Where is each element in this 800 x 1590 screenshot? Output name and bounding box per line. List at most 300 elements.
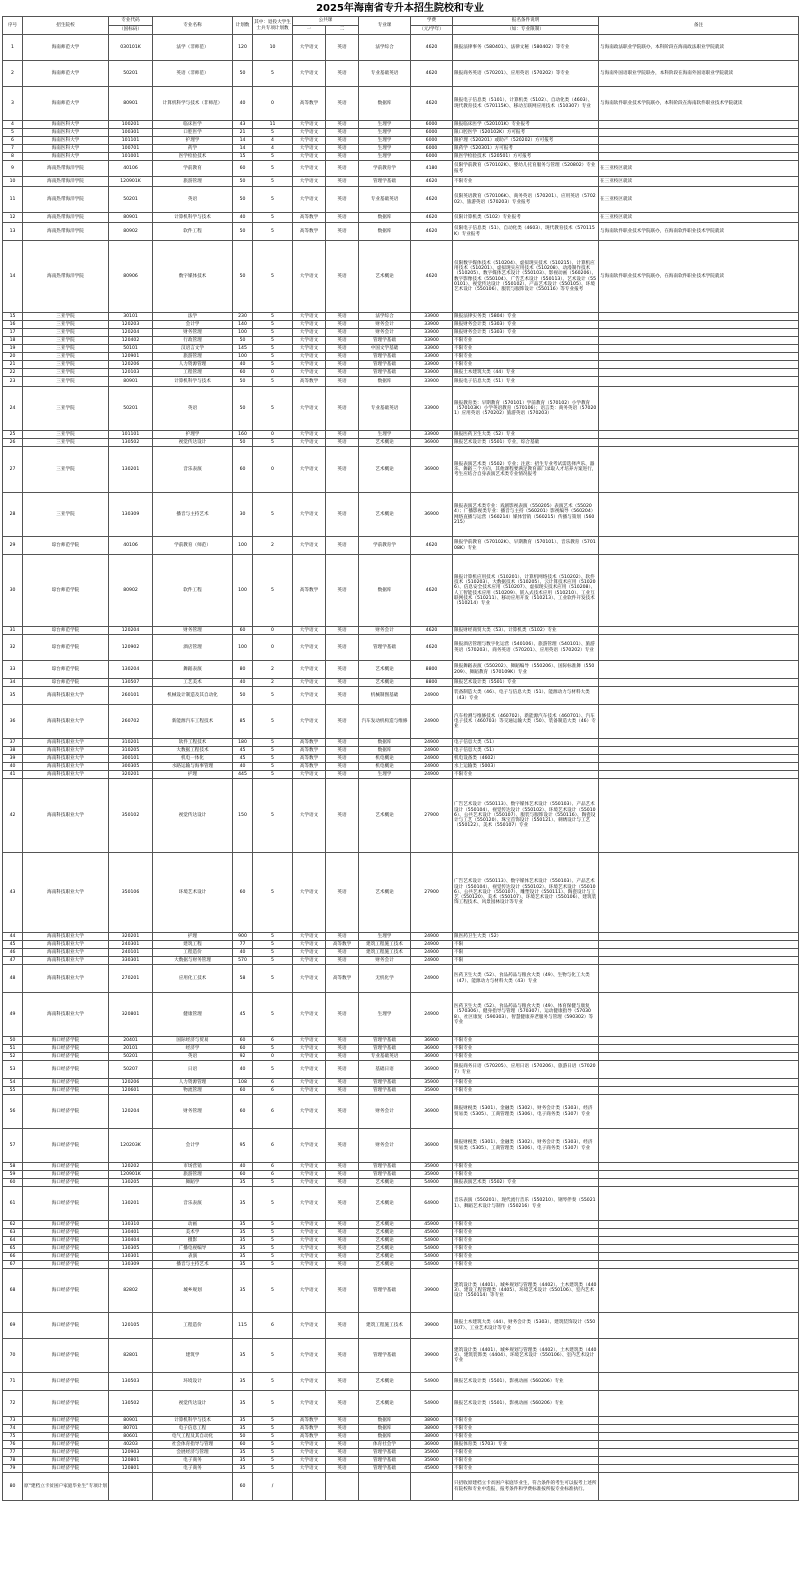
cell-note [599,439,799,447]
cell-school: 海口经济学院 [23,1313,109,1339]
cell-note: 与海南软件职业技术学院联办，在海南软件职业技术学院就读 [599,241,799,313]
cell-school: 海南热带海洋学院 [23,213,109,223]
cell-professional-course: 机电概论 [359,755,411,763]
cell-major: 国际经济与贸易 [153,1037,233,1045]
cell-code: 270201 [109,965,153,993]
table-row [3,61,799,87]
cell-major [153,1473,233,1501]
cell-note [599,779,799,853]
cell-plan: 900 [233,933,253,941]
cell-public-course-1: 大学语文 [293,1053,326,1061]
cell-code: 50201 [109,61,153,87]
cell-seq: 50 [3,1037,23,1045]
cell-requirements: 限报艺术设计类（5501）专业 [453,679,599,687]
cell-public-course-2: 英语 [326,345,359,353]
cell-public-course-1: 大学语文 [293,321,326,329]
table-row [3,377,799,387]
cell-professional-course: 艺术概论 [359,1221,411,1229]
cell-major: 新能源汽车工程技术 [153,705,233,739]
cell-requirements: 限医学检验技术（520501）方可报考 [453,153,599,161]
cell-requirements: 不限专业 [453,1253,599,1261]
table-row [3,687,799,705]
cell-seq: 57 [3,1129,23,1163]
page-title: 2025年海南省专升本招生院校和专业 [316,3,484,14]
table-row [3,1417,799,1425]
cell-code: 40203 [109,1441,153,1449]
table-row [3,1433,799,1441]
cell-public-course-1: 大学语文 [293,993,326,1037]
cell-fee: 33900 [411,329,453,337]
cell-plan: 40 [233,87,253,121]
table-row [3,137,799,145]
cell-school: 海南科技职业大学 [23,933,109,941]
cell-veteran-plan: 5 [253,313,293,321]
cell-seq: 58 [3,1163,23,1171]
cell-requirements: 不限 [453,941,599,949]
cell-major: 机械设计制造及其自动化 [153,687,233,705]
cell-requirements: 不限 [453,949,599,957]
cell-professional-course: 财务会计 [359,1095,411,1129]
cell-public-course-2: 英语 [326,1045,359,1053]
cell-code: 101101 [109,137,153,145]
cell-public-course-2: 英语 [326,771,359,779]
cell-seq: 80 [3,1473,23,1501]
cell-public-course-1: 大学语文 [293,537,326,555]
cell-major: 应用化工技术 [153,965,233,993]
cell-requirements: 限报表演艺术类（5502）专业 [453,1179,599,1187]
cell-professional-course: 建筑工程施工技术 [359,949,411,957]
cell-veteran-plan: 5 [253,1245,293,1253]
cell-public-course-2: 英语 [326,779,359,853]
cell-code: 80901 [109,213,153,223]
cell-professional-course: 无机化学 [359,965,411,993]
cell-seq: 54 [3,1079,23,1087]
cell-seq: 14 [3,241,23,313]
cell-note [599,1045,799,1053]
cell-veteran-plan: 5 [253,1221,293,1229]
cell-requirements: 限报法律实务类（5804）专业 [453,313,599,321]
cell-public-course-1: 大学语文 [293,1087,326,1095]
cell-veteran-plan: 0 [253,87,293,121]
cell-professional-course: 管理学基础 [359,361,411,369]
cell-public-course-1: 大学语文 [293,187,326,213]
cell-veteran-plan: 5 [253,153,293,161]
cell-school: 海口经济学院 [23,1391,109,1417]
cell-major: 计算机科学与技术 [153,213,233,223]
cell-fee: 33900 [411,361,453,369]
cell-requirements: 医药卫生大类（52）、食品药品与粮食大类（49）、生物与化工大类（47）、能源动力与材料大类（43）专业 [453,965,599,993]
cell-note [599,537,799,555]
cell-veteran-plan: 5 [253,941,293,949]
cell-requirements: 不限专业 [453,1037,599,1045]
cell-public-course-1: 大学语文 [293,1465,326,1473]
cell-major: 护理学 [153,137,233,145]
cell-professional-course: 数据库 [359,739,411,747]
cell-plan: 60 [233,1171,253,1179]
cell-major: 电气工程及其自动化 [153,1433,233,1441]
cell-veteran-plan: 5 [253,213,293,223]
cell-professional-course: 数据库 [359,555,411,627]
cell-public-course-1: 大学语文 [293,635,326,661]
cell-veteran-plan: 5 [253,439,293,447]
cell-code: 120203K [109,1129,153,1163]
cell-note [599,1391,799,1417]
cell-seq: 53 [3,1061,23,1079]
table-row [3,941,799,949]
cell-public-course-2: 英语 [326,1245,359,1253]
cell-code: 260101 [109,687,153,705]
cell-seq: 74 [3,1425,23,1433]
cell-plan: 160 [233,431,253,439]
cell-requirements: 水上运输类（5003） [453,763,599,771]
cell-public-course-1: 大学语文 [293,1061,326,1079]
cell-public-course-1: 大学语文 [293,1163,326,1171]
table-row [3,555,799,627]
cell-major: 物流管理 [153,1087,233,1095]
cell-professional-course: 专业基础英语 [359,61,411,87]
cell-code: 101101 [109,431,153,439]
table-row [3,853,799,933]
cell-professional-course: 生理学 [359,121,411,129]
table-row [3,537,799,555]
table-row [3,1221,799,1229]
cell-professional-course: 数据库 [359,1425,411,1433]
cell-public-course-2: 英语 [326,121,359,129]
cell-school: 琼台师范学院 [23,627,109,635]
cell-plan: 40 [233,361,253,369]
cell-requirements: 限报商务日语（570205）、应用日语（570206）、旅游日语（570207）专业 [453,1061,599,1079]
cell-requirements: 限报舞蹈表演（550202）、舞蹈编导（550206）、国际标准舞（550209）、舞蹈教育（570109K）专业 [453,661,599,679]
cell-code: 130205 [109,1179,153,1187]
cell-plan: 50 [233,1433,253,1441]
cell-seq: 31 [3,627,23,635]
cell-note: 在三亚校区就读 [599,187,799,213]
cell-public-course-1: 大学语文 [293,679,326,687]
cell-requirements: 限报财税类（5301）、金融类（5302）、财务会计类（5303）、经济贸易类（5305）、工商管理类（5306）、电子商务类（5307）专业 [453,1095,599,1129]
cell-public-course-1: 高等数学 [293,87,326,121]
table-row [3,779,799,853]
cell-major: 播音与主持艺术 [153,1261,233,1269]
cell-school: 海口经济学院 [23,1179,109,1187]
header-code-sub: （国标码） [109,26,153,35]
cell-requirements: 只招收原建档立卡贫困户家庭毕业生，符合条件的考生可以报考上述所有院校和专业中选报，报考条件和学费标准按所报专业标准执行。 [453,1473,599,1501]
cell-school: 海口经济学院 [23,1061,109,1079]
cell-seq: 70 [3,1339,23,1373]
cell-plan: 60 [233,1441,253,1449]
cell-veteran-plan: 2 [253,679,293,687]
cell-veteran-plan: 5 [253,1425,293,1433]
header-requirements-sub: （如：专业限制） [453,26,599,35]
cell-public-course-1: 大学语文 [293,1269,326,1313]
header-seq: 序号 [3,17,23,35]
cell-major: 会展经济与管理 [153,1449,233,1457]
cell-requirements: 不限专业 [453,1221,599,1229]
cell-seq: 49 [3,993,23,1037]
cell-seq: 30 [3,555,23,627]
cell-fee: 6000 [411,153,453,161]
cell-public-course-2: 英语 [326,949,359,957]
cell-professional-course: 管理学基础 [359,337,411,345]
cell-school: 海南科技职业大学 [23,993,109,1037]
cell-school: 三亚学院 [23,345,109,353]
cell-fee: 33900 [411,321,453,329]
table-row [3,387,799,431]
cell-public-course-2: 英语 [326,537,359,555]
cell-veteran-plan: 5 [253,993,293,1037]
cell-major: 美术学 [153,1229,233,1237]
cell-professional-course: 建筑工程施工技术 [359,941,411,949]
table-row [3,1053,799,1061]
cell-code: 120601 [109,1087,153,1095]
cell-public-course-1: 大学语文 [293,705,326,739]
cell-professional-course: 管理学基础 [359,1045,411,1053]
cell-public-course-2: 英语 [326,661,359,679]
cell-note [599,1261,799,1269]
cell-professional-course: 机械制图基础 [359,687,411,705]
cell-note [599,1129,799,1163]
table-row [3,35,799,61]
cell-requirements: 仅限学前教育（570102K）、婴幼儿托育服务与管理（520802）专业报考 [453,161,599,177]
cell-note: 与海南政法职业学院联办，本科阶段在海南政法职业学院就读 [599,35,799,61]
cell-code: 80701 [109,1425,153,1433]
cell-code: 80901 [109,1417,153,1425]
cell-public-course-2: 英语 [326,1269,359,1313]
table-row [3,1171,799,1179]
cell-school: 海南科技职业大学 [23,705,109,739]
cell-code: 310205 [109,747,153,755]
cell-professional-course: 生理学 [359,145,411,153]
cell-public-course-2: 英语 [326,1229,359,1237]
cell-school: 海南科技职业大学 [23,949,109,957]
table-row [3,1473,799,1501]
cell-code: 120206 [109,1079,153,1087]
cell-veteran-plan: 6 [253,1163,293,1171]
cell-professional-course: 艺术概论 [359,241,411,313]
cell-fee: 27900 [411,779,453,853]
cell-requirements: 限报计算机应用技术（510201）、计算机网络技术（510202）、软件技术（510203）、大数据技术（510205）、云计算技术应用（510206）、信息安全技术应用（510207）、虚拟现实技术应用（510208）、人工智能技术应用（510209）、嵌入式技术应用（510210）、工业互联网技术（510211）、移动应用开发（510213）、工业软件开发技术（510214）专业 [453,555,599,627]
cell-code: 130305 [109,1245,153,1253]
cell-major: 大数据与财务管理 [153,957,233,965]
cell-code: 300101 [109,755,153,763]
cell-code: 120103 [109,369,153,377]
cell-public-course-2: 英语 [326,1163,359,1171]
cell-school: 海口经济学院 [23,1187,109,1221]
cell-seq: 25 [3,431,23,439]
cell-major: 大数据工程技术 [153,747,233,755]
cell-plan: 40 [233,1163,253,1171]
cell-requirements: 限报教育类：早期教育（570101）学前教育（570102）小学教育（570103K）小学英语教育（570106）；语言类：商务英语（570201）应用英语（570202）旅游英语（570203） [453,387,599,431]
cell-seq: 60 [3,1179,23,1187]
cell-fee: 36900 [411,493,453,537]
cell-seq: 32 [3,635,23,661]
table-row [3,1269,799,1313]
cell-professional-course: 法学综合 [359,313,411,321]
table-row [3,993,799,1037]
cell-requirements: 限报酒店管理与数字化运营（540106）、旅游管理（540101）、旅游英语（570203）、商务英语（570201）、应用英语（570202）专业 [453,635,599,661]
cell-plan: 45 [233,993,253,1037]
cell-fee: 35900 [411,1449,453,1457]
table-row [3,361,799,369]
table-row [3,1373,799,1391]
cell-veteran-plan: 4 [253,145,293,153]
header-code: 专业代码 [109,17,153,26]
cell-professional-course: 管理学基础 [359,369,411,377]
cell-public-course-1: 大学语文 [293,1391,326,1417]
table-row [3,431,799,439]
cell-seq: 59 [3,1171,23,1179]
cell-seq: 2 [3,61,23,87]
header-veteran-plan: 其中：退役大学生士兵专项计划数 [253,17,293,35]
cell-code: 130201 [109,447,153,493]
cell-plan: 35 [233,1221,253,1229]
cell-public-course-1: 大学语文 [293,957,326,965]
cell-professional-course: 机电概论 [359,763,411,771]
cell-veteran-plan: 5 [253,223,293,241]
cell-professional-course: 专业基础英语 [359,387,411,431]
cell-public-course-2: 英语 [326,635,359,661]
cell-veteran-plan: 5 [253,329,293,337]
cell-professional-course: 财务会计 [359,627,411,635]
cell-public-course-1: 大学语文 [293,1253,326,1261]
cell-seq: 79 [3,1465,23,1473]
cell-public-course-2: 英语 [326,679,359,687]
cell-note [599,1373,799,1391]
cell-requirements: 汽车检测与维修技术（460702）、新能源汽车技术（460701）、汽车电子技术（460703）等交通运输大类（50）、装备制造大类（46）专业 [453,705,599,739]
cell-code: 120105 [109,1313,153,1339]
cell-major: 工艺美术 [153,679,233,687]
cell-public-course-2: 英语 [326,1221,359,1229]
table-row [3,1187,799,1221]
table-body [3,35,799,1501]
cell-requirements: 限报表演艺术类（5502）专业；注意：招生专业考试需选择声乐、器乐、舞蹈三个方向，其他课程要满足教育部门录取人才培养方案进行，考生应结合自身表演艺术类专业情况报考 [453,447,599,493]
cell-major: 音乐表演 [153,1187,233,1221]
cell-requirements: 限口腔医学（520102K）方可报考 [453,129,599,137]
cell-school: 海口经济学院 [23,1129,109,1163]
cell-public-course-2: 英语 [326,241,359,313]
cell-public-course-2: 英语 [326,739,359,747]
cell-seq: 77 [3,1449,23,1457]
cell-major: 英语 [153,187,233,213]
cell-public-course-2: 英语 [326,87,359,121]
cell-note [599,1221,799,1229]
cell-requirements: 仅限数字媒体技术（510204）、虚拟现实技术（510215）、计算机应用技术（510201）、虚拟现实应用技术（510208）、动漫制作技术（510205）、数字媒体艺术设计（550103）、影视动画（560206）、数字影像技术（550104）、广告艺术设计（550113）、艺术设计（550101）、视觉传达设计（550102）、产品艺术设计（550105）、环境艺术设计（550106）、服装与服饰设计（550116）等专业报考 [453,241,599,313]
cell-requirements: 医药卫生大类（52）、食品药品与粮食大类（49）、体育保健与康复（570306）、健身指导与管理（570307）、运动健康指导（570308）、社区康复（590303）、智慧健康养老服务与管理（590302）等专业 [453,993,599,1037]
cell-fee: 45900 [411,1221,453,1229]
cell-veteran-plan: 5 [253,1253,293,1261]
cell-plan: 14 [233,137,253,145]
cell-school: 海南科技职业大学 [23,687,109,705]
cell-public-course-1: 大学语文 [293,1313,326,1339]
cell-fee: 54900 [411,1179,453,1187]
cell-code: 80906 [109,241,153,313]
cell-professional-course: 生理学 [359,153,411,161]
table-row [3,329,799,337]
admission-table [2,16,799,1501]
cell-requirements: 不限专业 [453,1053,599,1061]
cell-public-course-1: 高等数学 [293,763,326,771]
cell-requirements: 建筑设计类（4401）、城乡规划与管理类（4402）、土木建筑类（4403）、建设工程管理类（4405）、环境艺术设计（550106）、室内艺术设计（550114）等专业 [453,1269,599,1313]
cell-note [599,431,799,439]
cell-note [599,1269,799,1313]
cell-school: 海口经济学院 [23,1095,109,1129]
cell-note [599,1037,799,1045]
cell-fee: 36900 [411,1129,453,1163]
cell-professional-course: 数据库 [359,747,411,755]
cell-requirements: 限报医药卫生大类（52）专业 [453,431,599,439]
cell-code: 80901 [109,377,153,387]
cell-note [599,949,799,957]
cell-fee: 33900 [411,387,453,431]
cell-veteran-plan: 6 [253,1129,293,1163]
cell-plan: 100 [233,329,253,337]
table-row [3,739,799,747]
cell-plan: 115 [233,1313,253,1339]
cell-veteran-plan: 6 [253,1079,293,1087]
cell-veteran-plan: 5 [253,321,293,329]
cell-professional-course: 艺术概论 [359,679,411,687]
table-row [3,1245,799,1253]
table-row [3,153,799,161]
cell-public-course-2: 英语 [326,177,359,187]
cell-school: 琼台师范学院 [23,555,109,627]
cell-seq: 16 [3,321,23,329]
cell-note [599,313,799,321]
cell-school: 海南医科大学 [23,137,109,145]
cell-professional-course: 管理学基础 [359,1037,411,1045]
cell-veteran-plan: 5 [253,1339,293,1373]
cell-school: 琼台师范学院 [23,679,109,687]
cell-school: 海南师范大学 [23,35,109,61]
cell-fee: 24900 [411,705,453,739]
cell-seq: 18 [3,337,23,345]
cell-plan: 40 [233,213,253,223]
cell-veteran-plan: 5 [253,763,293,771]
cell-public-course-1: 高等数学 [293,1425,326,1433]
cell-professional-course: 艺术概论 [359,1373,411,1391]
cell-professional-course: 法学综合 [359,35,411,61]
cell-seq: 33 [3,661,23,679]
cell-seq: 45 [3,941,23,949]
cell-school: 三亚学院 [23,337,109,345]
cell-major: 旅游管理 [153,1171,233,1179]
cell-professional-course: 数据库 [359,223,411,241]
cell-professional-course: 艺术概论 [359,853,411,933]
cell-public-course-2: 英语 [326,329,359,337]
cell-public-course-2: 英语 [326,1441,359,1449]
cell-professional-course: 中国文学基础 [359,345,411,353]
cell-fee: 4620 [411,87,453,121]
cell-code: 120901 [109,353,153,361]
cell-veteran-plan: 5 [253,747,293,755]
cell-school: 三亚学院 [23,387,109,431]
cell-code: 50207 [109,1061,153,1079]
cell-requirements: 限报财税类（5301）、金融类（5302）、财务会计类（5303）、经济贸易类（5305）、工商管理类（5306）、电子商务类（5307）专业 [453,1129,599,1163]
table-row [3,1095,799,1129]
table-row [3,747,799,755]
cell-school: 海口经济学院 [23,1441,109,1449]
cell-requirements: 不限专业 [453,337,599,345]
cell-school: 三亚学院 [23,361,109,369]
cell-fee: 33900 [411,313,453,321]
cell-public-course-2: 英语 [326,1087,359,1095]
cell-seq: 6 [3,137,23,145]
cell-professional-course: 基础日语 [359,1061,411,1079]
cell-public-course-1: 大学语文 [293,129,326,137]
cell-fee: 54900 [411,1391,453,1417]
table-row [3,763,799,771]
cell-major: 计算机科学与技术 [153,1417,233,1425]
cell-note [599,853,799,933]
